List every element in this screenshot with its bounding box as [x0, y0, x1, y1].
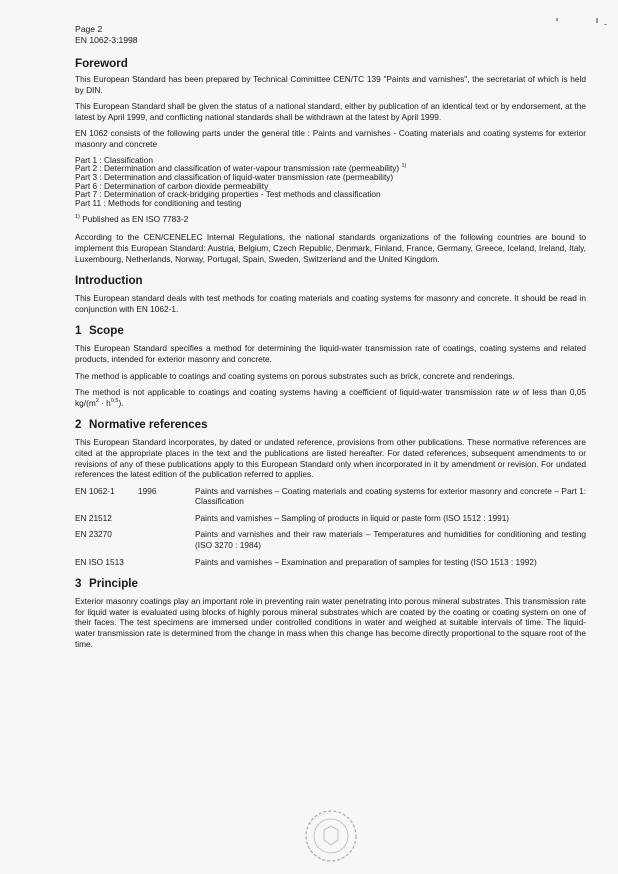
- scan-speck: [596, 18, 598, 23]
- normative-para-1: This European Standard incorporates, by dated or undated reference, provisions from other publications. These normative references are cited at the appropriate places in the text and the publications are listed hereafter. For dated references, subsequent amendments to or revisions of any of these publications apply to this European Standard only when incorporated in it by amendment or revision. For undated references the latest edition of the publication referred to applies.: [75, 437, 586, 480]
- foreword-para-1: This European Standard has been prepared by Technical Committee CEN/TC 139 "Paints and varnishes", the secretariat of which is held by DIN.: [75, 74, 586, 95]
- scan-speck: [604, 24, 607, 25]
- scan-speck: [556, 18, 558, 21]
- parts-list: [75, 156, 586, 208]
- introduction-para-1: This European standard deals with test methods for coating materials and coating systems for masonry and concrete. It should be read in conjunction with EN 1062-1.: [75, 293, 586, 314]
- footnote-mark: 1): [75, 214, 80, 221]
- reference-code: EN 21512: [75, 512, 112, 523]
- introduction-heading: Introduction: [75, 274, 143, 288]
- reference-title: Paints and varnishes and their raw materials – Temperatures and humidities for conditioning and testing (ISO 3270 : 1984): [195, 529, 586, 551]
- part-item: Part 7 : Determination of crack-bridging properties - Test methods and classification: [75, 189, 381, 200]
- part-item: Part 2 : Determination and classification of water-vapour transmission rate (permeability) $^{1)}$: [75, 163, 407, 174]
- reference-year: [138, 513, 195, 524]
- standard-id: EN 1062-3:1998: [75, 34, 138, 45]
- page-header: [75, 24, 586, 45]
- reference-title: Paints and varnishes – Coating materials and coating systems for exterior masonry and concrete – Part 1: Classification: [195, 485, 586, 507]
- page-number: Page 2: [75, 24, 103, 34]
- part-item: Part 11 : Methods for conditioning and testing: [75, 198, 242, 209]
- footnote: [75, 214, 586, 225]
- reference-year: [138, 529, 195, 550]
- section-number: 3: [75, 577, 82, 591]
- reference-year: 1996: [138, 485, 157, 496]
- section-title: Principle: [89, 577, 138, 591]
- reference-row: [75, 486, 586, 507]
- reference-code: EN 23270: [75, 529, 112, 540]
- footnote-text: Published as EN ISO 7783-2: [82, 213, 189, 224]
- foreword-heading: Foreword: [75, 57, 128, 70]
- coefficient-w: w: [512, 387, 519, 398]
- section-number: 1: [75, 324, 82, 338]
- scope-para-1: This European Standard specifies a method for determining the liquid-water transmission rate of coatings, coating systems and related products, intended for exterior masonry and concrete.: [75, 343, 586, 364]
- foreword-para-2: This European Standard shall be given the status of a national standard, either by publication of an identical text or by endorsement, at the latest by April 1999, and conflicting national standards shall be withdrawn at the latest by April 1999.: [75, 101, 586, 122]
- part-item: Part 3 : Determination and classification of liquid-water transmission rate (permeability): [75, 171, 394, 182]
- scope-para-3: The method is not applicable to coatings and coating systems having a coefficient of liquid-water transmission rate w of less than 0,05 $kg/(m^2 \cdot h^{0,5})$.: [75, 387, 586, 408]
- principle-heading: [75, 577, 586, 590]
- reference-row: [75, 529, 586, 550]
- principle-para-1: Exterior masonry coatings play an important role in preventing rain water penetrating into porous mineral substrates. This transmission rate for liquid water is evaluated using blocks of highly porous mineral substrates which are coated by the coating or coating system on one of their faces. The test specimens are immersed under controlled conditions in water and weighed at suitable intervals of time. The liquid-water transmission rate is determined from the change in mass when this change has become directly proportional to the square root of the time.: [75, 596, 586, 649]
- reference-table: [75, 486, 586, 568]
- section-number: 2: [75, 418, 82, 432]
- scope-heading: [75, 324, 586, 337]
- reference-title: Paints and varnishes – Sampling of products in liquid or paste form (ISO 1512 : 1991): [195, 512, 510, 523]
- part-item: Part 1 : Classification: [75, 154, 153, 165]
- foreword-para-4: According to the CEN/CENELEC Internal Regulations, the national standards organizations of the following countries are bound to implement this European Standard: Austria, Belgium, Czech Republic, Denmark, Finland, France, Germany, Greece, Iceland, Ireland, Italy, Luxembourg, Netherlands, Norway, Portugal, Spain, Sweden, Switzerland and the United Kingdom.: [75, 232, 586, 264]
- reference-row: [75, 557, 586, 568]
- stamp-seal-icon: [298, 808, 364, 864]
- reference-year: [138, 557, 195, 568]
- footnote-ref: 1): [401, 163, 407, 170]
- reference-title: Paints and varnishes – Examination and preparation of samples for testing (ISO 1513 : 1992): [195, 556, 537, 567]
- normative-references-heading: [75, 418, 586, 431]
- page-content: [75, 24, 586, 649]
- reference-row: [75, 513, 586, 524]
- part-item: Part 6 : Determination of carbon dioxide permeability: [75, 180, 269, 191]
- scope-para-2: The method is applicable to coatings and coating systems on porous substrates such as brick, concrete and renderings.: [75, 370, 515, 381]
- reference-code: EN 1062-1: [75, 485, 115, 496]
- reference-code: EN ISO 1513: [75, 556, 124, 567]
- section-title: Scope: [89, 324, 124, 338]
- section-title: Normative references: [89, 418, 208, 432]
- foreword-para-3: EN 1062 consists of the following parts under the general title : Paints and varnishes - Coating materials and coating systems for exterior masonry and concrete: [75, 128, 586, 149]
